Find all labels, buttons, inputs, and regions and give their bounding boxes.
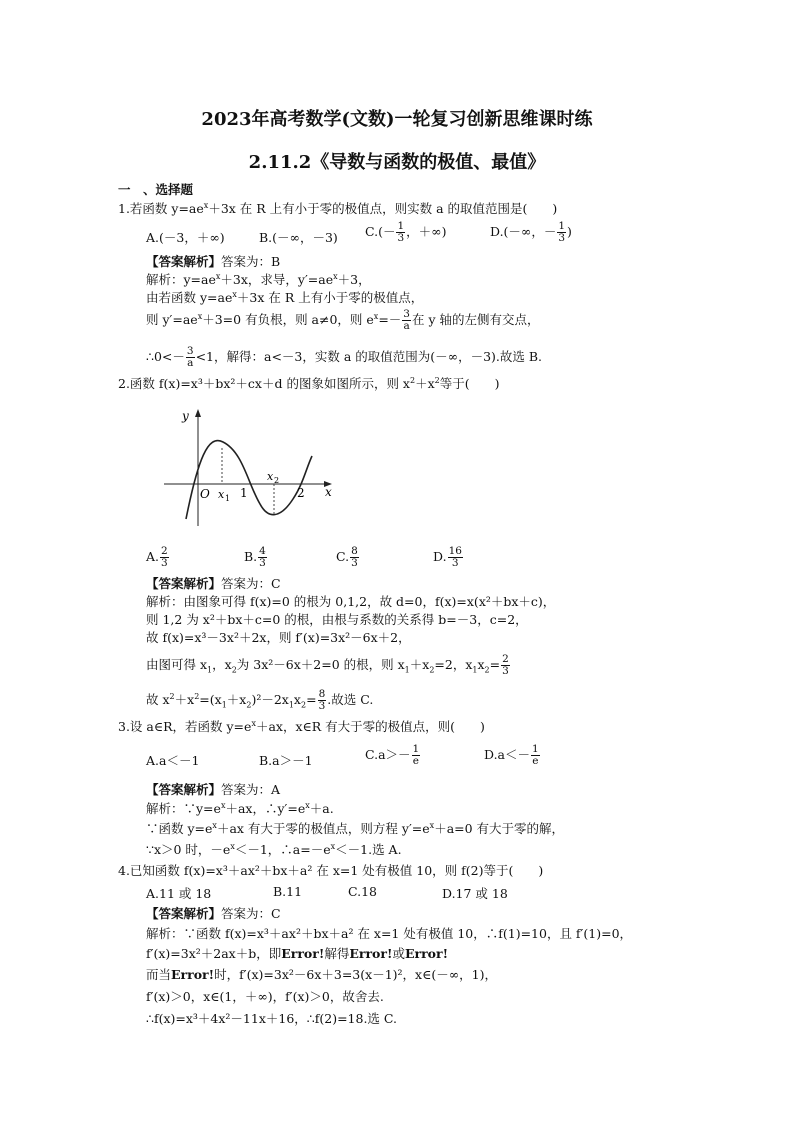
q2-stem: 2.函数 f(x)=x³＋bx²＋cx＋d 的图象如图所示，则 $x^2+x^2$等于( )	[118, 375, 500, 391]
q1-stem: 1.若函数 $y=ae^x+3x$ 在 R 上有小于零的极值点，则实数 a 的取值范围是( )	[118, 200, 558, 216]
q3-option-a: A.a＜－1	[146, 753, 200, 768]
q3-stem: 3.设 a∈R，若函数 $y=e^x+ax$，x∈R 有大于零的极值点，则( )	[118, 718, 485, 734]
graph-x1-label: x	[218, 488, 225, 501]
q4-option-a: A.11 或 18	[146, 886, 212, 901]
q2-solution-line-1: 解析：由图象可得 f(x)=0 的根为 0,1,2，故 d=0，f(x)=x(x²＋bx＋c)，	[146, 594, 556, 609]
q3-solution-line-1: 解析：$\because y=e^x+ax$，$\therefore y'=e^x+a$.	[146, 800, 334, 816]
q2-solution-line-2: 则 1,2 为 x²＋bx＋c=0 的根，由根与系数的关系得 b=－3，c=2，	[146, 612, 528, 627]
q2-solution-line-5: 故 $x^2+x^2=(x_1+x_2)^2-2x_1x_2=$ $\frac{8}{3}$ .故选 C.	[146, 688, 374, 712]
q1-option-c: C.(－ $\frac{1}{3}$ ，＋∞)	[365, 220, 447, 244]
q4-solution-line-2: f′(x)=3x²＋2ax＋b，即Error!解得Error!或Error!	[146, 946, 449, 961]
q4-option-d: D.17 或 18	[442, 886, 508, 901]
page-title: 2023年高考数学(文数)一轮复习创新思维课时练	[201, 109, 593, 130]
graph-tick-2: 2	[297, 486, 305, 500]
q2-option-a: A. $\frac{2}{3}$	[146, 545, 168, 569]
page-subtitle: 2.11.2《导数与函数的极值、最值》	[248, 152, 546, 173]
q3-solution-line-3: ∵x＞0 时，$-e^x<-1$，$\therefore a=-e^x<-1$.选 A.	[146, 841, 402, 857]
function-graph	[148, 404, 353, 536]
q1-option-a: A.(－3，＋∞)	[146, 230, 225, 245]
q1-solution-line-3: 则 $y'=ae^x+3=0$ 有负根，则 a≠0，则 $e^x=-$ $\frac{3}{a}$ 在 y 轴的左侧有交点，	[146, 308, 540, 332]
q1-solution-line-1: 解析：$y=ae^x+3x$，求导，$y'=ae^x+3$，	[146, 271, 371, 287]
q2-option-d: D. $\frac{16}{3}$	[433, 545, 462, 569]
q2-option-b: B. $\frac{4}{3}$	[244, 545, 266, 569]
section-heading: 一 、选择题	[118, 182, 194, 197]
graph-x2-label: x	[267, 470, 274, 483]
q2-solution-line-4: 由图可得 $x_1$，$x_2$为 3x²－6x＋2=0 的根，则 $x_1+x_2=2$，$x_1x_2=$ $\frac{2}{3}$	[146, 653, 509, 677]
graph-x2-subscript: 2	[274, 476, 280, 485]
q1-option-b: B.(－∞，－3)	[259, 230, 338, 245]
q2-option-c: C. $\frac{8}{3}$	[336, 545, 358, 569]
q1-answer: 【答案解析】答案为：B	[146, 254, 281, 269]
q3-solution-line-2: ∵函数 $y=e^x+ax$ 有大于零的极值点，则方程 $y'=e^x+a=0$ 有大于零的解，	[146, 820, 565, 836]
graph-origin-label: O	[200, 487, 210, 501]
q1-solution-line-4: ∴0<－ $\frac{3}{a}$ <1，解得：a<－3，实数 a 的取值范围为(－∞，－3).故选 B.	[146, 345, 543, 369]
graph-y-label: y	[182, 409, 189, 423]
q4-solution-line-3: 而当Error!时，f′(x)=3x²－6x＋3=3(x－1)²，x∈(－∞，1)，	[146, 967, 497, 982]
graph-x-label: x	[325, 485, 332, 499]
q4-answer: 【答案解析】答案为：C	[146, 906, 281, 921]
q4-option-b: B.11	[273, 884, 303, 899]
q1-option-d: D.(－∞，－ $\frac{1}{3}$ )	[490, 220, 572, 244]
q3-option-c: C.a＞－ $\frac{1}{e}$	[365, 743, 420, 767]
q2-answer: 【答案解析】答案为：C	[146, 576, 281, 591]
q4-solution-line-1: 解析：∵函数 f(x)=x³＋ax²＋bx＋a² 在 x=1 处有极值 10，∴f(1)=10，且 f′(1)=0，	[146, 926, 633, 941]
q4-solution-line-4: f′(x)＞0，x∈(1，＋∞)，f′(x)＞0，故舍去.	[146, 989, 384, 1004]
q2-solution-line-3: 故 f(x)=x³－3x²＋2x，则 f′(x)=3x²－6x＋2，	[146, 630, 411, 645]
q1-solution-line-2: 由若函数 $y=ae^x+3x$ 在 R 上有小于零的极值点，	[146, 289, 424, 305]
q3-option-d: D.a＜－ $\frac{1}{e}$	[484, 743, 539, 767]
q4-stem: 4.已知函数 f(x)=x³＋ax²＋bx＋a² 在 x=1 处有极值 10，则 f(2)等于( )	[118, 863, 544, 878]
q3-answer: 【答案解析】答案为：A	[146, 782, 281, 797]
graph-tick-1: 1	[240, 486, 248, 500]
q4-option-c: C.18	[348, 884, 377, 899]
q3-option-b: B.a＞－1	[259, 753, 313, 768]
graph-x1-subscript: 1	[225, 494, 231, 503]
q4-solution-line-5: ∴f(x)=x³＋4x²－11x＋16，∴f(2)=18.选 C.	[146, 1011, 397, 1026]
